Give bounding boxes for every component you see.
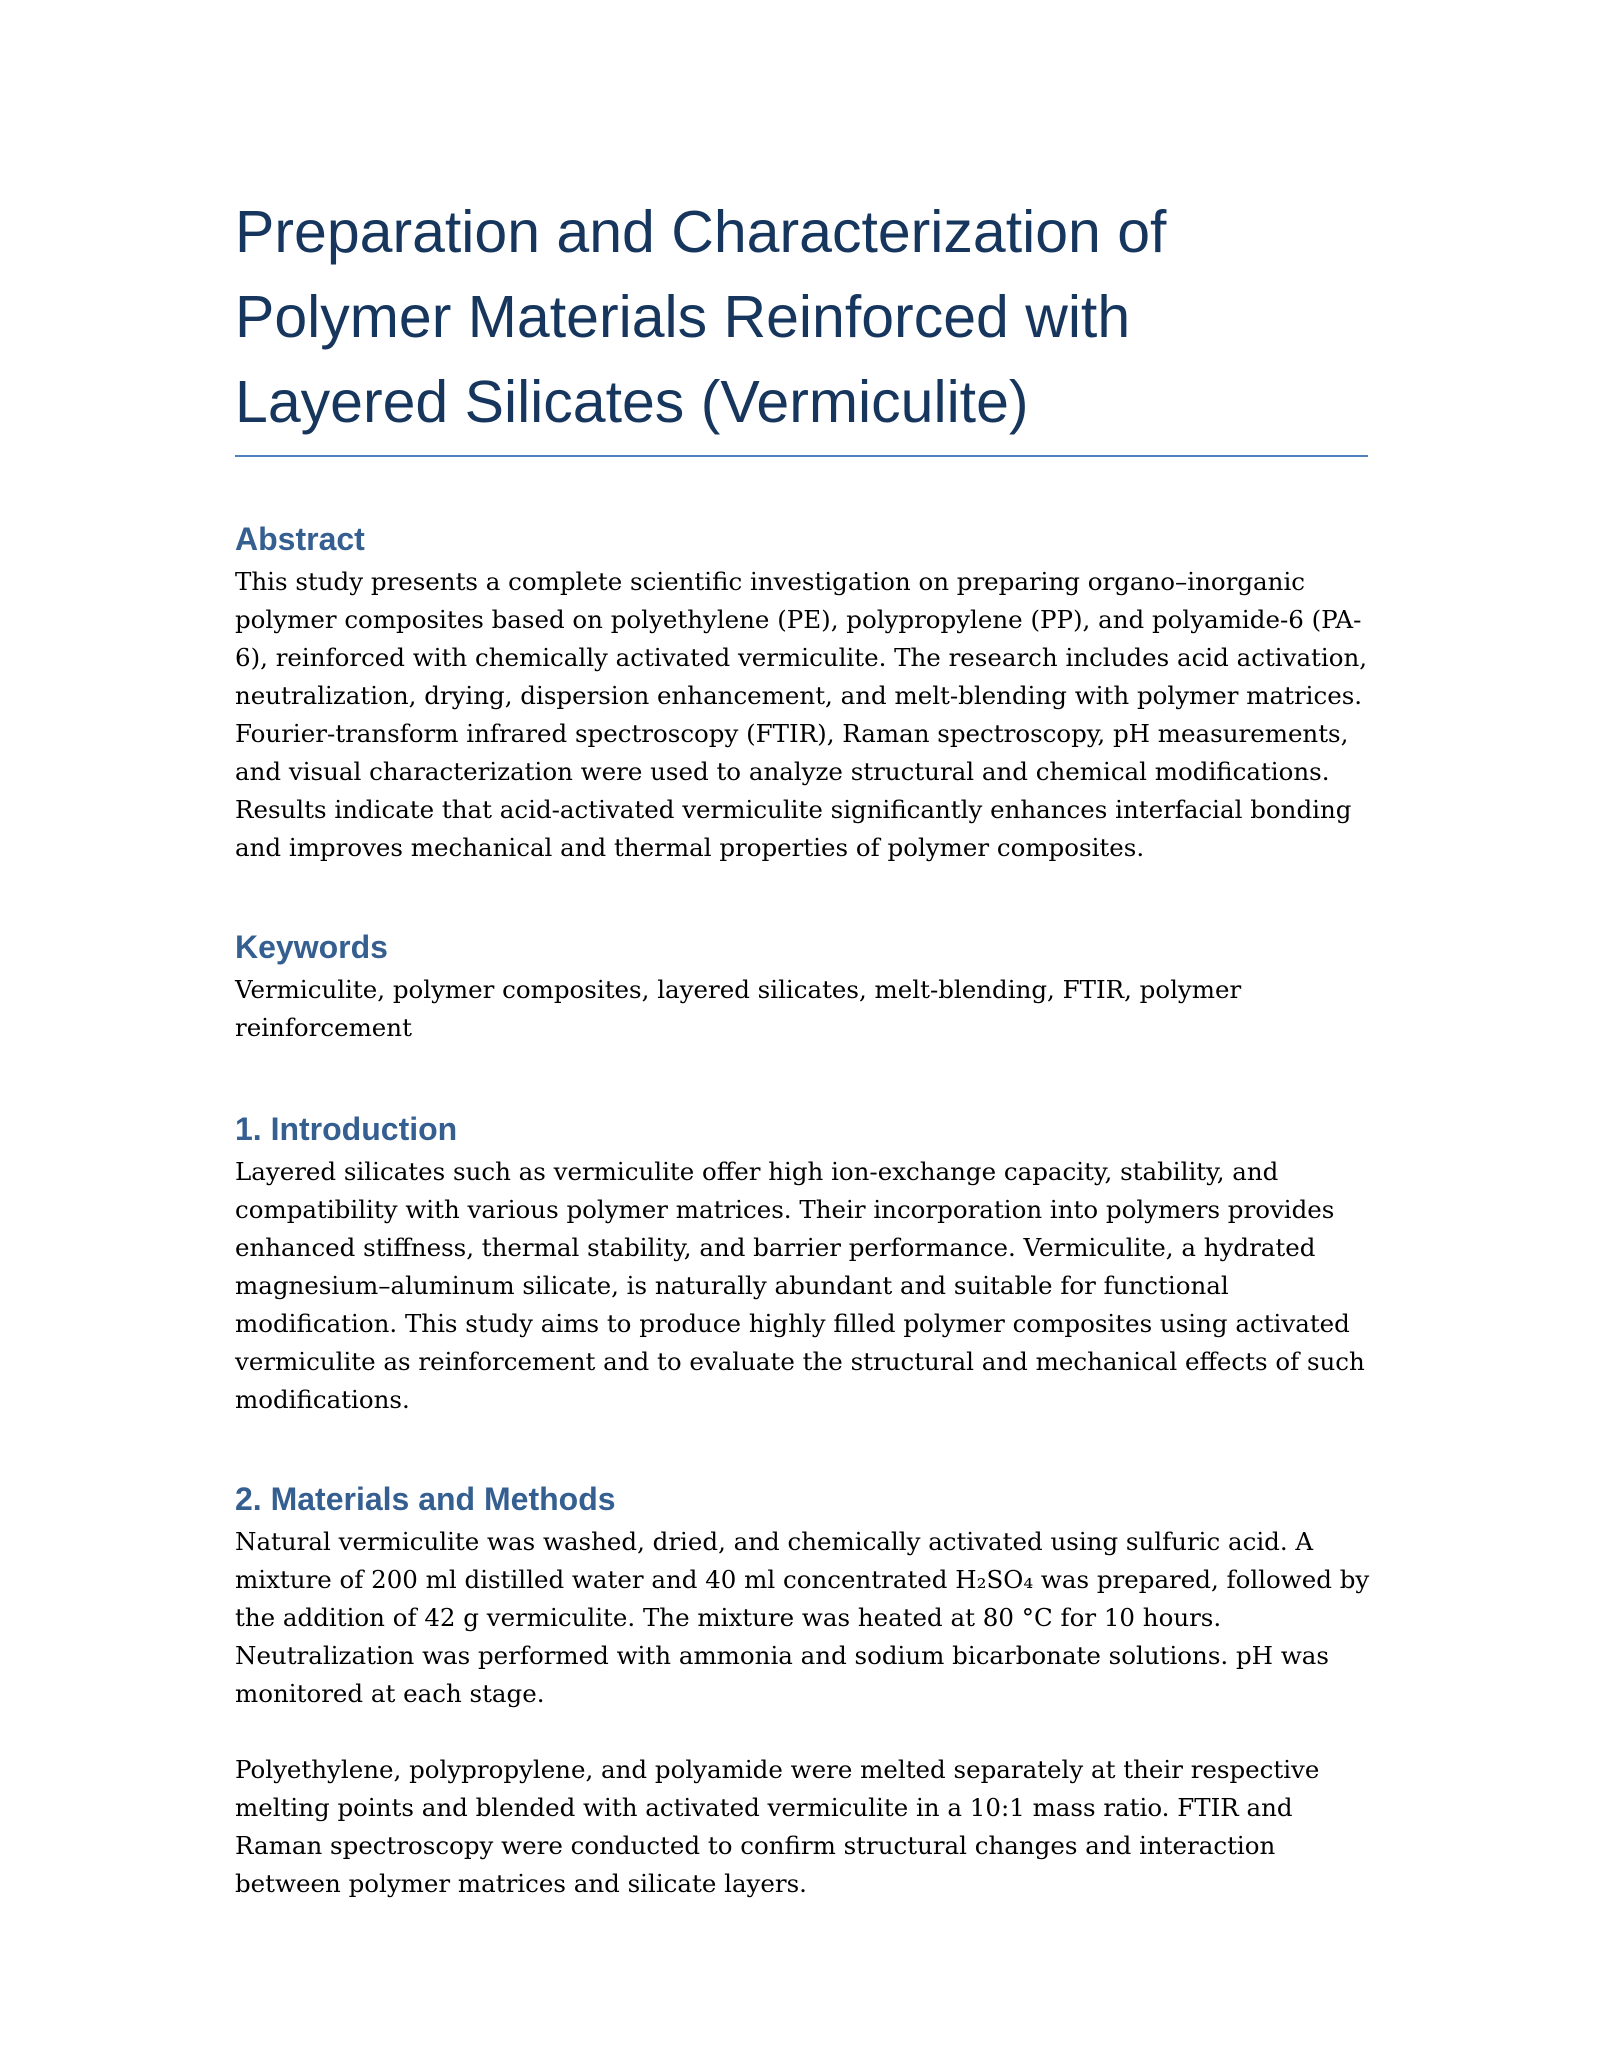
materials-methods-section	[235, 1479, 1370, 1903]
introduction-text: Layered silicates such as vermiculite offer high ion-exchange capacity, stability, and compatibility with various polymer matrices. Their incorporation into polymers provides enhanced stiffness, thermal stability, and barrier performance. Vermiculite, a hydrated magnesium–aluminum silicate, is naturally abundant and suitable for functional modification. This study aims to produce highly filled polymer composites using activated vermiculite as reinforcement and to evaluate the structural and mechanical effects of such modifications.	[235, 1157, 1365, 1414]
title-line-2: Polymer Materials Reinforced with	[235, 284, 1131, 350]
materials-methods-heading: 2. Materials and Methods	[235, 1481, 616, 1517]
abstract-section	[235, 519, 1370, 867]
materials-methods-paragraph-2: Polyethylene, polypropylene, and polyamide were melted separately at their respective melting points and blended with activated vermiculite in a 10:1 mass ratio. FTIR and Raman spectroscopy were conducted to confirm structural changes and interaction between polymer matrices and silicate layers.	[235, 1755, 1320, 1898]
keywords-section	[235, 927, 1370, 1047]
document-title	[235, 190, 1370, 455]
keywords-heading: Keywords	[235, 929, 388, 965]
title-line-3: Layered Silicates (Vermiculite)	[235, 369, 1029, 435]
title-divider	[235, 455, 1368, 457]
abstract-heading: Abstract	[235, 521, 365, 557]
introduction-heading: 1. Introduction	[235, 1111, 458, 1147]
materials-methods-paragraph-1: Natural vermiculite was washed, dried, and chemically activated using sulfuric acid. A mixture of 200 ml distilled water and 40 ml concentrated H₂SO₄ was prepared, followed by the addition of 42 g vermiculite. The mixture was heated at 80 °C for 10 hours. Neutralization was performed with ammonia and sodium bicarbonate solutions. pH was monitored at each stage.	[235, 1527, 1370, 1708]
title-line-1: Preparation and Characterization of	[235, 199, 1167, 265]
abstract-text: This study presents a complete scientific investigation on preparing organo–inorganic polymer composites based on polyethylene (PE), polypropylene (PP), and polyamide-6 (PA-6), reinforced with chemically activated vermiculite. The research includes acid activation, neutralization, drying, dispersion enhancement, and melt-blending with polymer matrices. Fourier-transform infrared spectroscopy (FTIR), Raman spectroscopy, pH measurements, and visual characterization were used to analyze structural and chemical modifications. Results indicate that acid-activated vermiculite significantly enhances interfacial bonding and improves mechanical and thermal properties of polymer composites.	[235, 567, 1368, 862]
introduction-section	[235, 1109, 1370, 1419]
keywords-text: Vermiculite, polymer composites, layered silicates, melt-blending, FTIR, polymer reinforcement	[235, 975, 1242, 1042]
document-page	[235, 190, 1370, 1903]
